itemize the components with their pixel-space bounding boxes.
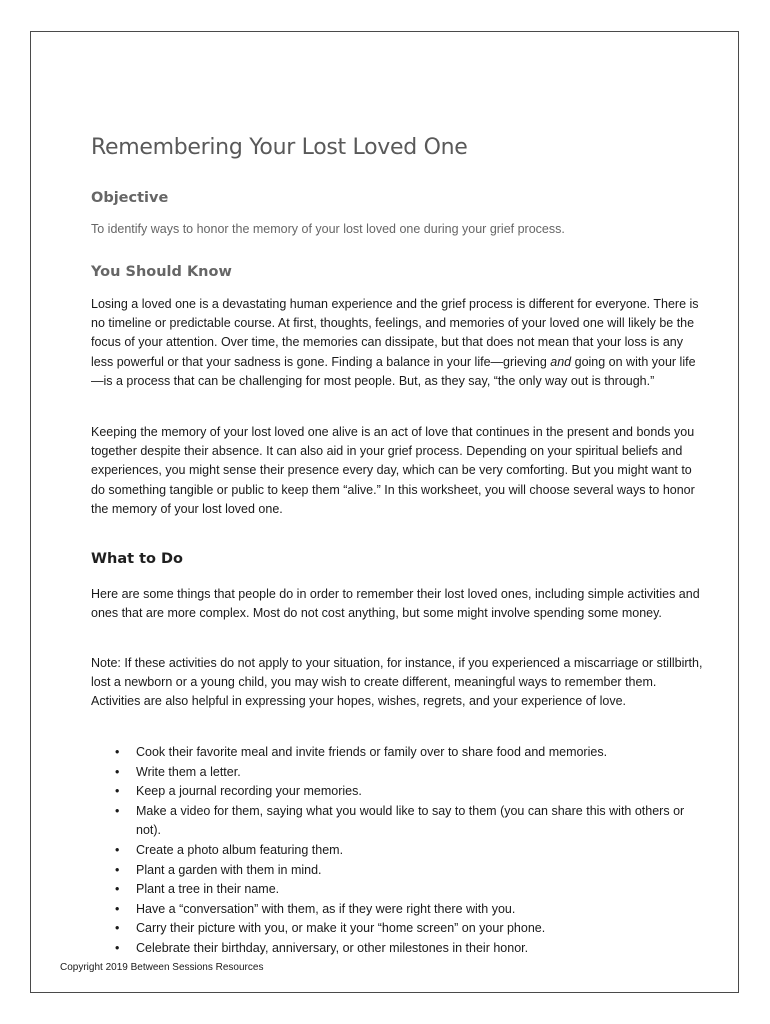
objective-heading: Objective — [91, 190, 169, 206]
objective-text: To identify ways to honor the memory of your lost loved one during your grief process. — [91, 222, 565, 236]
list-item-text: Carry their picture with you, or make it your “home screen” on your phone. — [136, 921, 546, 936]
list-item-text: Make a video for them, saying what you would like to say to them (you can share this with others or not). — [136, 803, 685, 838]
list-item-text: Celebrate their birthday, anniversary, or other milestones in their honor. — [136, 940, 529, 955]
should-know-p1-part-b: going on with your life—is a process that can be challenging for most people. But, as they say, “the only way out is through.” — [91, 354, 696, 388]
bullet-icon: • — [115, 745, 120, 759]
should-know-paragraph-2: Keeping the memory of your lost loved one alive is an act of love that continues in the present and bonds you together despite their absence. It can also aid in your grief process. Depending on your spiritual beliefs and experiences, you might sense their presence every day, which can be very comforting. But you might want to do something tangible or public to keep them “alive.” In this worksheet, you will choose several ways to honor the memory of your lost loved one. — [91, 425, 695, 516]
list-item — [91, 841, 711, 861]
list-item — [91, 743, 711, 763]
list-item — [91, 900, 711, 920]
list-item — [91, 861, 711, 881]
list-item-text: Plant a tree in their name. — [136, 882, 280, 897]
bullet-icon: • — [115, 842, 120, 857]
bullet-icon: • — [115, 803, 120, 818]
list-item-text: Keep a journal recording your memories. — [136, 784, 362, 799]
list-item — [91, 939, 711, 959]
list-item-text: Cook their favorite meal and invite friends or family over to share food and memories. — [136, 745, 608, 759]
list-item-text: Plant a garden with them in mind. — [136, 862, 322, 877]
should-know-paragraph-1 — [91, 295, 706, 391]
page-title: Remembering Your Lost Loved One — [91, 135, 468, 160]
list-item — [91, 782, 711, 802]
list-item-text: Have a “conversation” with them, as if they were right there with you. — [136, 901, 516, 916]
list-item — [91, 763, 711, 783]
what-to-do-paragraph-1: Here are some things that people do in order to remember their lost loved ones, including simple activities and ones that are more complex. Most do not cost anything, but some might involve spending some money. — [91, 587, 700, 621]
bullet-icon: • — [115, 940, 120, 955]
should-know-p1-part-a: Losing a loved one is a devastating human experience and the grief process is different for everyone. There is no timeline or predictable course. At first, thoughts, feelings, and memories of your loved one will likely be the focus of your attention. Over time, the memories can dissipate, but that does not mean that your loss is any less powerful or that your sadness is gone. Finding a balance in your life—grieving — [91, 297, 699, 369]
bullet-icon: • — [115, 764, 120, 779]
list-item-text: Write them a letter. — [136, 764, 241, 779]
bullet-icon: • — [115, 882, 120, 897]
list-item — [91, 880, 711, 900]
should-know-heading: You Should Know — [91, 264, 232, 280]
document-page — [30, 31, 739, 993]
what-to-do-paragraph-2: Note: If these activities do not apply to your situation, for instance, if you experienced a miscarriage or stillbirth, lost a newborn or a young child, you may wish to create different, meaningful ways to remember them. Activities are also helpful in expressing your hopes, wishes, regrets, and your experience of love. — [91, 656, 703, 709]
list-item — [91, 919, 711, 939]
list-item — [91, 802, 711, 841]
bullet-icon: • — [115, 901, 120, 916]
list-item-text: Create a photo album featuring them. — [136, 842, 344, 857]
what-to-do-heading: What to Do — [91, 551, 184, 567]
bullet-icon: • — [115, 784, 120, 799]
copyright-footer: Copyright 2019 Between Sessions Resources — [60, 962, 264, 973]
activities-list — [91, 743, 711, 959]
should-know-p1-emphasis: and — [550, 354, 572, 369]
bullet-icon: • — [115, 921, 120, 936]
bullet-icon: • — [115, 862, 120, 877]
